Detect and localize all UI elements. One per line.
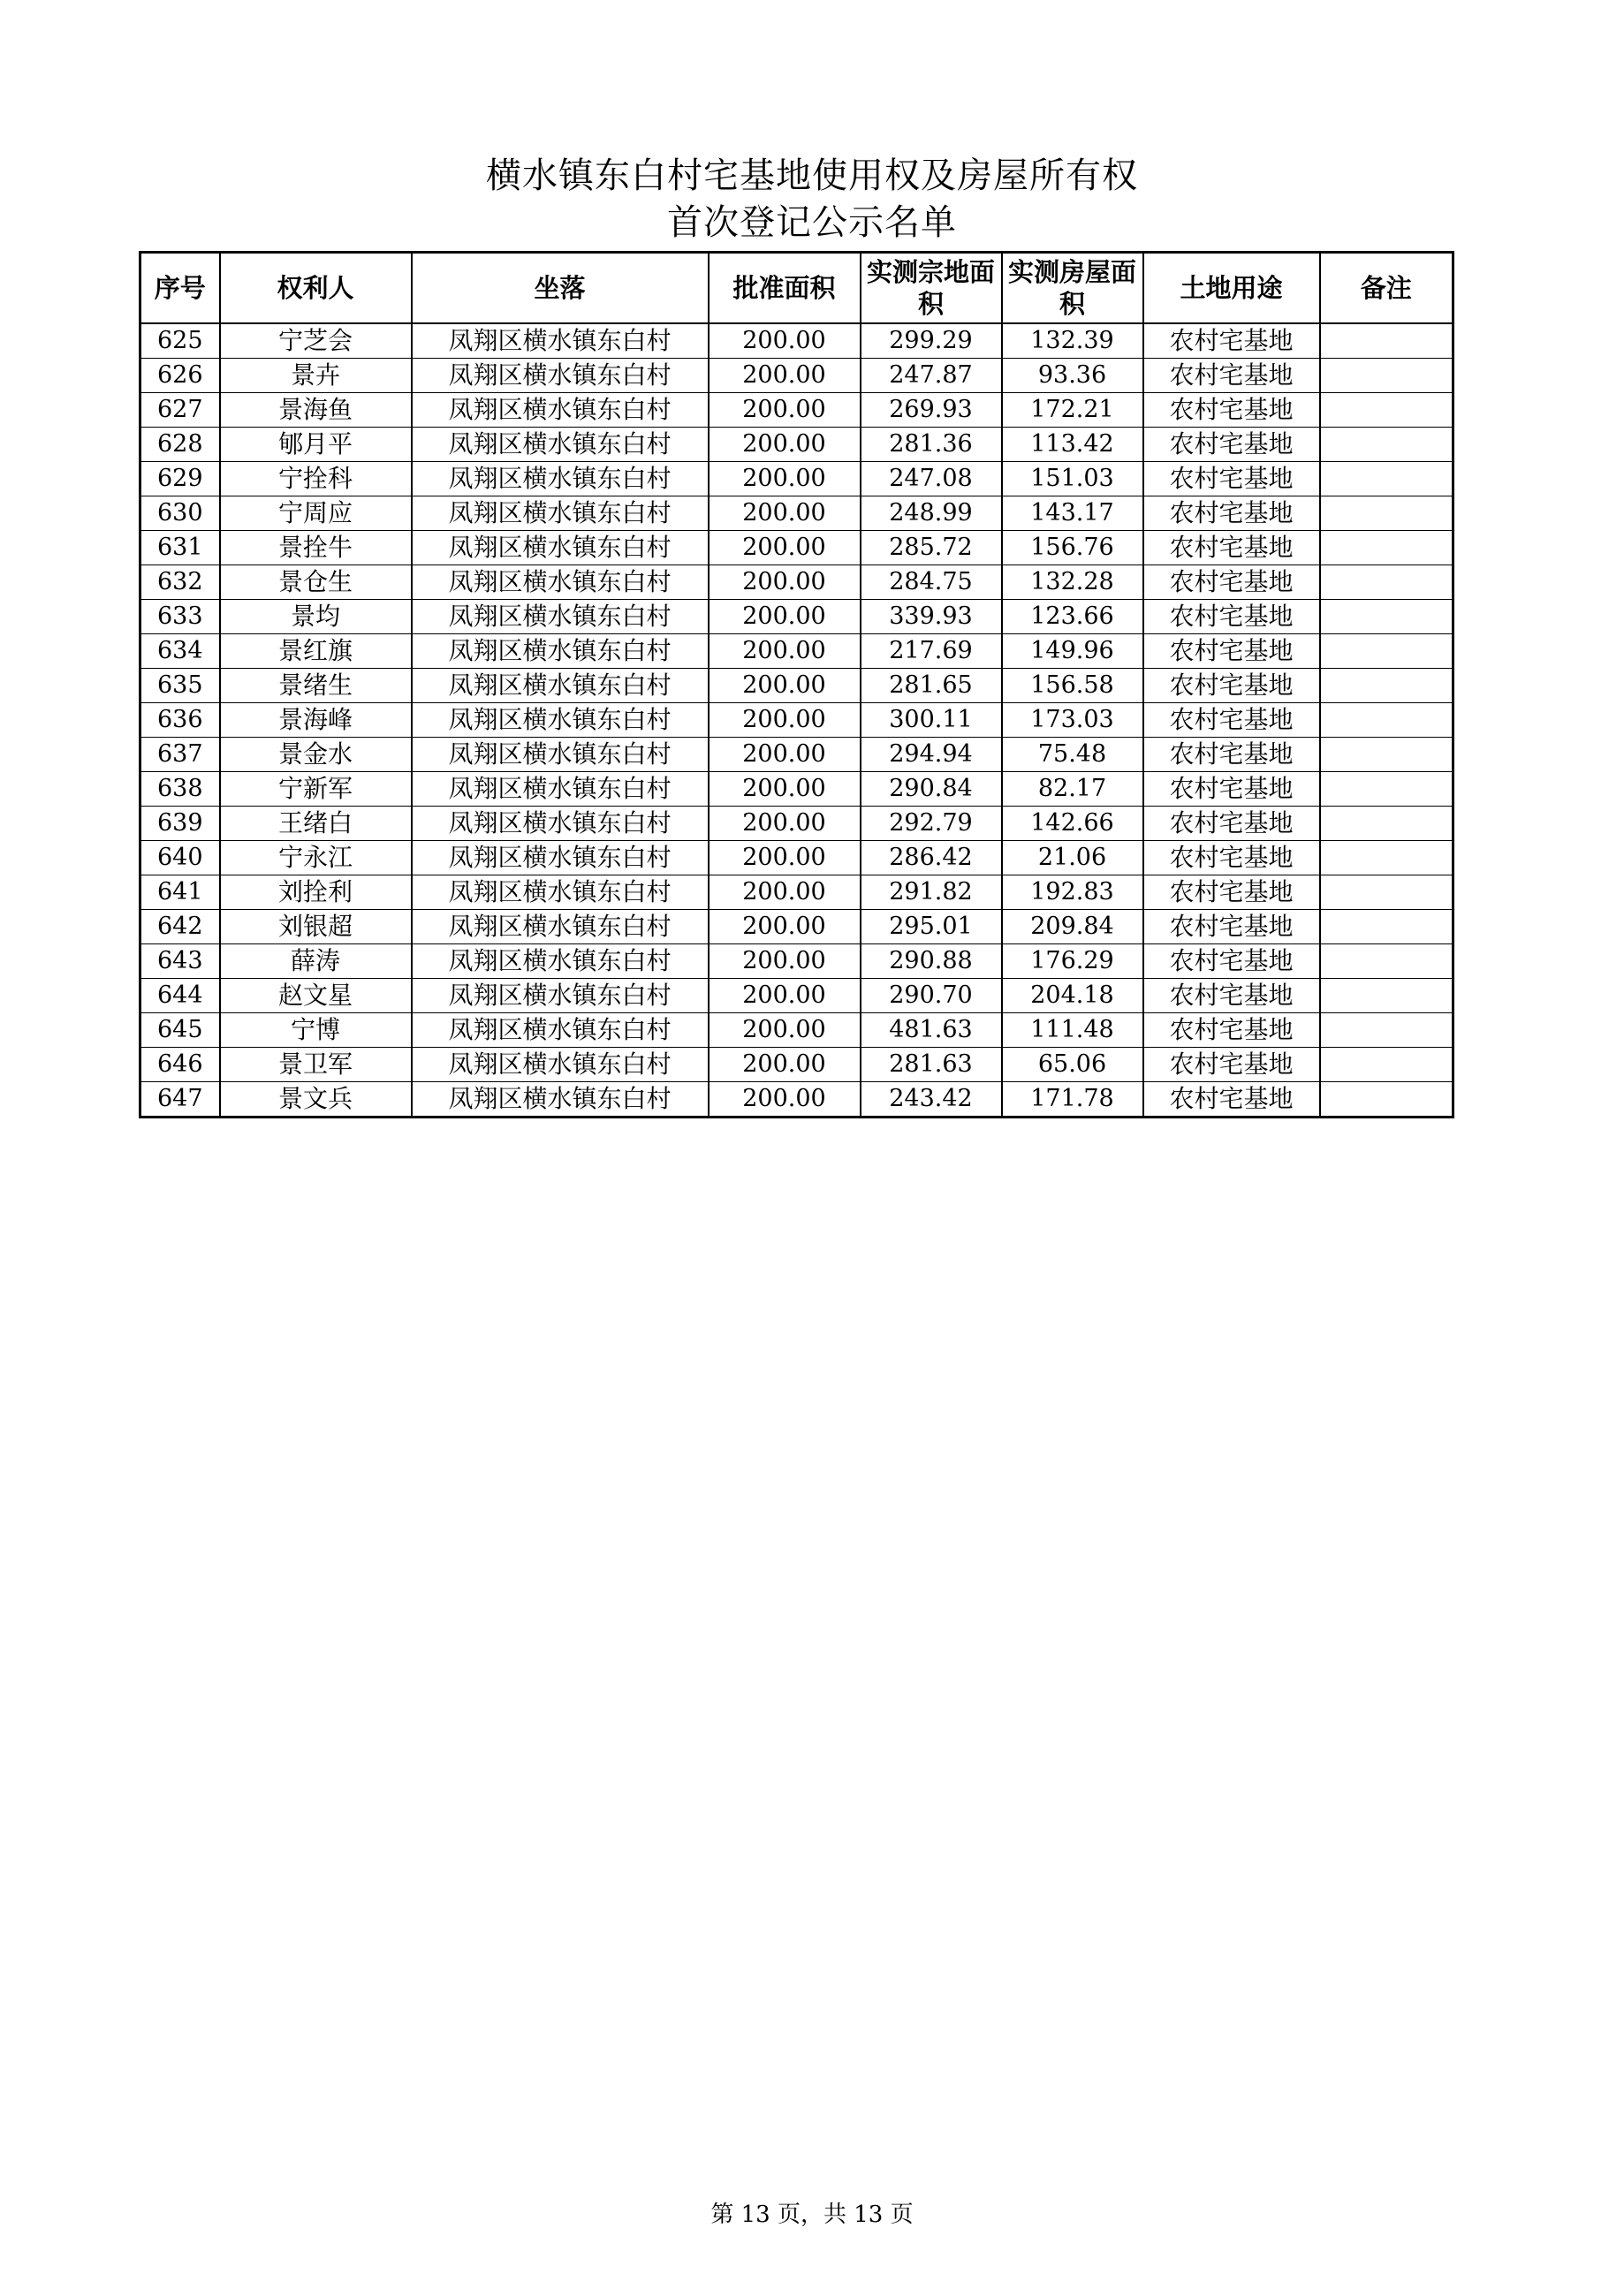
cell-remarks xyxy=(1320,1013,1453,1048)
cell-remarks xyxy=(1320,910,1453,944)
cell-land-use: 农村宅基地 xyxy=(1143,359,1320,393)
cell-seq: 628 xyxy=(140,428,220,462)
cell-holder: 景拴牛 xyxy=(220,531,412,565)
cell-seq: 635 xyxy=(140,669,220,703)
cell-land-use: 农村宅基地 xyxy=(1143,462,1320,496)
cell-remarks xyxy=(1320,531,1453,565)
cell-remarks xyxy=(1320,807,1453,841)
cell-holder: 宁芝会 xyxy=(220,323,412,359)
cell-measured-house-area: 156.58 xyxy=(1002,669,1143,703)
cell-remarks xyxy=(1320,393,1453,428)
table-row xyxy=(140,634,1453,669)
cell-approved-area: 200.00 xyxy=(709,772,861,807)
cell-land-use: 农村宅基地 xyxy=(1143,634,1320,669)
cell-measured-house-area: 82.17 xyxy=(1002,772,1143,807)
cell-approved-area: 200.00 xyxy=(709,910,861,944)
cell-land-use: 农村宅基地 xyxy=(1143,565,1320,600)
cell-measured-land-area: 243.42 xyxy=(861,1082,1002,1118)
cell-measured-land-area: 248.99 xyxy=(861,496,1002,531)
cell-holder: 景均 xyxy=(220,600,412,634)
cell-approved-area: 200.00 xyxy=(709,1013,861,1048)
cell-land-use: 农村宅基地 xyxy=(1143,841,1320,875)
cell-holder: 景仓生 xyxy=(220,565,412,600)
cell-seq: 644 xyxy=(140,979,220,1013)
table-row xyxy=(140,875,1453,910)
cell-location: 凤翔区横水镇东白村 xyxy=(412,841,709,875)
cell-measured-land-area: 247.08 xyxy=(861,462,1002,496)
cell-approved-area: 200.00 xyxy=(709,738,861,772)
cell-remarks xyxy=(1320,669,1453,703)
cell-approved-area: 200.00 xyxy=(709,875,861,910)
cell-holder: 刘拴利 xyxy=(220,875,412,910)
cell-location: 凤翔区横水镇东白村 xyxy=(412,600,709,634)
cell-seq: 636 xyxy=(140,703,220,738)
cell-land-use: 农村宅基地 xyxy=(1143,944,1320,979)
cell-location: 凤翔区横水镇东白村 xyxy=(412,944,709,979)
document-subtitle: 首次登记公示名单 xyxy=(667,202,957,243)
cell-measured-house-area: 172.21 xyxy=(1002,393,1143,428)
cell-location: 凤翔区横水镇东白村 xyxy=(412,323,709,359)
cell-holder: 王绪白 xyxy=(220,807,412,841)
cell-location: 凤翔区横水镇东白村 xyxy=(412,1013,709,1048)
cell-remarks xyxy=(1320,772,1453,807)
cell-holder: 景文兵 xyxy=(220,1082,412,1118)
table-row xyxy=(140,531,1453,565)
cell-seq: 631 xyxy=(140,531,220,565)
cell-remarks xyxy=(1320,496,1453,531)
cell-location: 凤翔区横水镇东白村 xyxy=(412,807,709,841)
table-row xyxy=(140,738,1453,772)
cell-holder: 宁新军 xyxy=(220,772,412,807)
table-row xyxy=(140,910,1453,944)
table-row xyxy=(140,393,1453,428)
registration-table xyxy=(139,251,1454,1118)
cell-holder: 宁周应 xyxy=(220,496,412,531)
cell-remarks xyxy=(1320,738,1453,772)
table-row xyxy=(140,428,1453,462)
cell-holder: 景金水 xyxy=(220,738,412,772)
cell-holder: 景海峰 xyxy=(220,703,412,738)
cell-approved-area: 200.00 xyxy=(709,703,861,738)
table-row xyxy=(140,1013,1453,1048)
cell-approved-area: 200.00 xyxy=(709,600,861,634)
cell-seq: 642 xyxy=(140,910,220,944)
cell-land-use: 农村宅基地 xyxy=(1143,875,1320,910)
cell-location: 凤翔区横水镇东白村 xyxy=(412,703,709,738)
cell-land-use: 农村宅基地 xyxy=(1143,1082,1320,1118)
header-location: 坐落 xyxy=(412,253,709,324)
cell-measured-house-area: 21.06 xyxy=(1002,841,1143,875)
cell-measured-house-area: 143.17 xyxy=(1002,496,1143,531)
table-row xyxy=(140,944,1453,979)
cell-measured-house-area: 132.39 xyxy=(1002,323,1143,359)
cell-measured-house-area: 173.03 xyxy=(1002,703,1143,738)
table-row xyxy=(140,841,1453,875)
table-row xyxy=(140,979,1453,1013)
cell-land-use: 农村宅基地 xyxy=(1143,1013,1320,1048)
cell-location: 凤翔区横水镇东白村 xyxy=(412,462,709,496)
cell-measured-house-area: 123.66 xyxy=(1002,600,1143,634)
table-row xyxy=(140,359,1453,393)
cell-measured-land-area: 281.63 xyxy=(861,1048,1002,1082)
cell-remarks xyxy=(1320,875,1453,910)
cell-measured-land-area: 295.01 xyxy=(861,910,1002,944)
cell-measured-house-area: 192.83 xyxy=(1002,875,1143,910)
cell-remarks xyxy=(1320,634,1453,669)
cell-location: 凤翔区横水镇东白村 xyxy=(412,910,709,944)
cell-measured-house-area: 151.03 xyxy=(1002,462,1143,496)
header-seq: 序号 xyxy=(140,253,220,324)
cell-location: 凤翔区横水镇东白村 xyxy=(412,531,709,565)
cell-seq: 626 xyxy=(140,359,220,393)
cell-approved-area: 200.00 xyxy=(709,1082,861,1118)
document-title: 横水镇东白村宅基地使用权及房屋所有权 xyxy=(486,155,1138,196)
cell-land-use: 农村宅基地 xyxy=(1143,1048,1320,1082)
cell-remarks xyxy=(1320,462,1453,496)
cell-land-use: 农村宅基地 xyxy=(1143,600,1320,634)
cell-location: 凤翔区横水镇东白村 xyxy=(412,428,709,462)
cell-holder: 景海鱼 xyxy=(220,393,412,428)
cell-measured-land-area: 269.93 xyxy=(861,393,1002,428)
cell-measured-land-area: 290.84 xyxy=(861,772,1002,807)
cell-seq: 630 xyxy=(140,496,220,531)
cell-seq: 641 xyxy=(140,875,220,910)
cell-measured-house-area: 149.96 xyxy=(1002,634,1143,669)
cell-seq: 627 xyxy=(140,393,220,428)
cell-land-use: 农村宅基地 xyxy=(1143,323,1320,359)
cell-holder: 赵文星 xyxy=(220,979,412,1013)
cell-measured-land-area: 284.75 xyxy=(861,565,1002,600)
cell-seq: 643 xyxy=(140,944,220,979)
page-number: 第 13 页，共 13 页 xyxy=(710,2201,914,2228)
cell-approved-area: 200.00 xyxy=(709,323,861,359)
table-row xyxy=(140,496,1453,531)
cell-measured-land-area: 281.36 xyxy=(861,428,1002,462)
cell-approved-area: 200.00 xyxy=(709,531,861,565)
header-approved-area: 批准面积 xyxy=(709,253,861,324)
cell-holder: 薛涛 xyxy=(220,944,412,979)
cell-land-use: 农村宅基地 xyxy=(1143,428,1320,462)
cell-seq: 646 xyxy=(140,1048,220,1082)
cell-location: 凤翔区横水镇东白村 xyxy=(412,875,709,910)
cell-remarks xyxy=(1320,359,1453,393)
cell-approved-area: 200.00 xyxy=(709,979,861,1013)
cell-land-use: 农村宅基地 xyxy=(1143,807,1320,841)
cell-land-use: 农村宅基地 xyxy=(1143,772,1320,807)
header-remarks: 备注 xyxy=(1320,253,1453,324)
cell-seq: 625 xyxy=(140,323,220,359)
table-row xyxy=(140,669,1453,703)
table-row xyxy=(140,565,1453,600)
table-row xyxy=(140,323,1453,359)
cell-measured-house-area: 176.29 xyxy=(1002,944,1143,979)
cell-location: 凤翔区横水镇东白村 xyxy=(412,738,709,772)
cell-location: 凤翔区横水镇东白村 xyxy=(412,496,709,531)
cell-holder: 宁拴科 xyxy=(220,462,412,496)
cell-land-use: 农村宅基地 xyxy=(1143,979,1320,1013)
cell-approved-area: 200.00 xyxy=(709,359,861,393)
cell-measured-house-area: 209.84 xyxy=(1002,910,1143,944)
cell-seq: 634 xyxy=(140,634,220,669)
cell-holder: 郇月平 xyxy=(220,428,412,462)
header-measured-house-area: 实测房屋面积 xyxy=(1002,253,1143,324)
cell-measured-land-area: 481.63 xyxy=(861,1013,1002,1048)
table-row xyxy=(140,807,1453,841)
cell-location: 凤翔区横水镇东白村 xyxy=(412,359,709,393)
cell-holder: 刘银超 xyxy=(220,910,412,944)
header-measured-land-area: 实测宗地面积 xyxy=(861,253,1002,324)
cell-measured-land-area: 281.65 xyxy=(861,669,1002,703)
cell-location: 凤翔区横水镇东白村 xyxy=(412,1048,709,1082)
cell-remarks xyxy=(1320,703,1453,738)
cell-measured-land-area: 290.70 xyxy=(861,979,1002,1013)
cell-measured-house-area: 113.42 xyxy=(1002,428,1143,462)
cell-land-use: 农村宅基地 xyxy=(1143,738,1320,772)
cell-land-use: 农村宅基地 xyxy=(1143,496,1320,531)
cell-measured-house-area: 142.66 xyxy=(1002,807,1143,841)
header-holder: 权利人 xyxy=(220,253,412,324)
cell-measured-house-area: 171.78 xyxy=(1002,1082,1143,1118)
cell-measured-land-area: 299.29 xyxy=(861,323,1002,359)
cell-approved-area: 200.00 xyxy=(709,669,861,703)
cell-remarks xyxy=(1320,841,1453,875)
cell-remarks xyxy=(1320,1048,1453,1082)
table-row xyxy=(140,462,1453,496)
cell-holder: 景卉 xyxy=(220,359,412,393)
cell-measured-land-area: 285.72 xyxy=(861,531,1002,565)
table-row xyxy=(140,1082,1453,1118)
cell-measured-land-area: 286.42 xyxy=(861,841,1002,875)
cell-location: 凤翔区横水镇东白村 xyxy=(412,393,709,428)
table-row xyxy=(140,1048,1453,1082)
cell-holder: 宁永江 xyxy=(220,841,412,875)
cell-seq: 645 xyxy=(140,1013,220,1048)
cell-location: 凤翔区横水镇东白村 xyxy=(412,979,709,1013)
cell-measured-house-area: 132.28 xyxy=(1002,565,1143,600)
cell-location: 凤翔区横水镇东白村 xyxy=(412,565,709,600)
cell-location: 凤翔区横水镇东白村 xyxy=(412,669,709,703)
cell-measured-house-area: 204.18 xyxy=(1002,979,1143,1013)
cell-holder: 景绪生 xyxy=(220,669,412,703)
cell-land-use: 农村宅基地 xyxy=(1143,910,1320,944)
cell-seq: 640 xyxy=(140,841,220,875)
cell-seq: 638 xyxy=(140,772,220,807)
cell-land-use: 农村宅基地 xyxy=(1143,669,1320,703)
cell-approved-area: 200.00 xyxy=(709,1048,861,1082)
cell-measured-house-area: 93.36 xyxy=(1002,359,1143,393)
cell-seq: 633 xyxy=(140,600,220,634)
cell-approved-area: 200.00 xyxy=(709,428,861,462)
cell-seq: 632 xyxy=(140,565,220,600)
header-land-use: 土地用途 xyxy=(1143,253,1320,324)
cell-land-use: 农村宅基地 xyxy=(1143,703,1320,738)
cell-approved-area: 200.00 xyxy=(709,634,861,669)
table-row xyxy=(140,600,1453,634)
cell-remarks xyxy=(1320,323,1453,359)
cell-remarks xyxy=(1320,600,1453,634)
table-row xyxy=(140,703,1453,738)
cell-location: 凤翔区横水镇东白村 xyxy=(412,772,709,807)
cell-measured-land-area: 294.94 xyxy=(861,738,1002,772)
cell-location: 凤翔区横水镇东白村 xyxy=(412,1082,709,1118)
cell-holder: 景卫军 xyxy=(220,1048,412,1082)
cell-measured-land-area: 290.88 xyxy=(861,944,1002,979)
table-row xyxy=(140,772,1453,807)
table-header-row xyxy=(140,253,1453,324)
cell-remarks xyxy=(1320,565,1453,600)
cell-seq: 639 xyxy=(140,807,220,841)
cell-remarks xyxy=(1320,944,1453,979)
cell-approved-area: 200.00 xyxy=(709,807,861,841)
cell-remarks xyxy=(1320,979,1453,1013)
cell-land-use: 农村宅基地 xyxy=(1143,393,1320,428)
cell-measured-land-area: 300.11 xyxy=(861,703,1002,738)
cell-measured-land-area: 292.79 xyxy=(861,807,1002,841)
cell-measured-land-area: 217.69 xyxy=(861,634,1002,669)
cell-approved-area: 200.00 xyxy=(709,496,861,531)
cell-holder: 景红旗 xyxy=(220,634,412,669)
cell-seq: 629 xyxy=(140,462,220,496)
cell-approved-area: 200.00 xyxy=(709,565,861,600)
cell-measured-house-area: 111.48 xyxy=(1002,1013,1143,1048)
cell-measured-land-area: 291.82 xyxy=(861,875,1002,910)
cell-measured-house-area: 156.76 xyxy=(1002,531,1143,565)
cell-holder: 宁博 xyxy=(220,1013,412,1048)
cell-seq: 637 xyxy=(140,738,220,772)
cell-seq: 647 xyxy=(140,1082,220,1118)
cell-approved-area: 200.00 xyxy=(709,393,861,428)
table-body xyxy=(140,323,1453,1118)
cell-measured-land-area: 247.87 xyxy=(861,359,1002,393)
cell-remarks xyxy=(1320,428,1453,462)
cell-measured-house-area: 65.06 xyxy=(1002,1048,1143,1082)
cell-remarks xyxy=(1320,1082,1453,1118)
cell-location: 凤翔区横水镇东白村 xyxy=(412,634,709,669)
cell-approved-area: 200.00 xyxy=(709,841,861,875)
cell-approved-area: 200.00 xyxy=(709,462,861,496)
cell-land-use: 农村宅基地 xyxy=(1143,531,1320,565)
cell-approved-area: 200.00 xyxy=(709,944,861,979)
cell-measured-land-area: 339.93 xyxy=(861,600,1002,634)
cell-measured-house-area: 75.48 xyxy=(1002,738,1143,772)
